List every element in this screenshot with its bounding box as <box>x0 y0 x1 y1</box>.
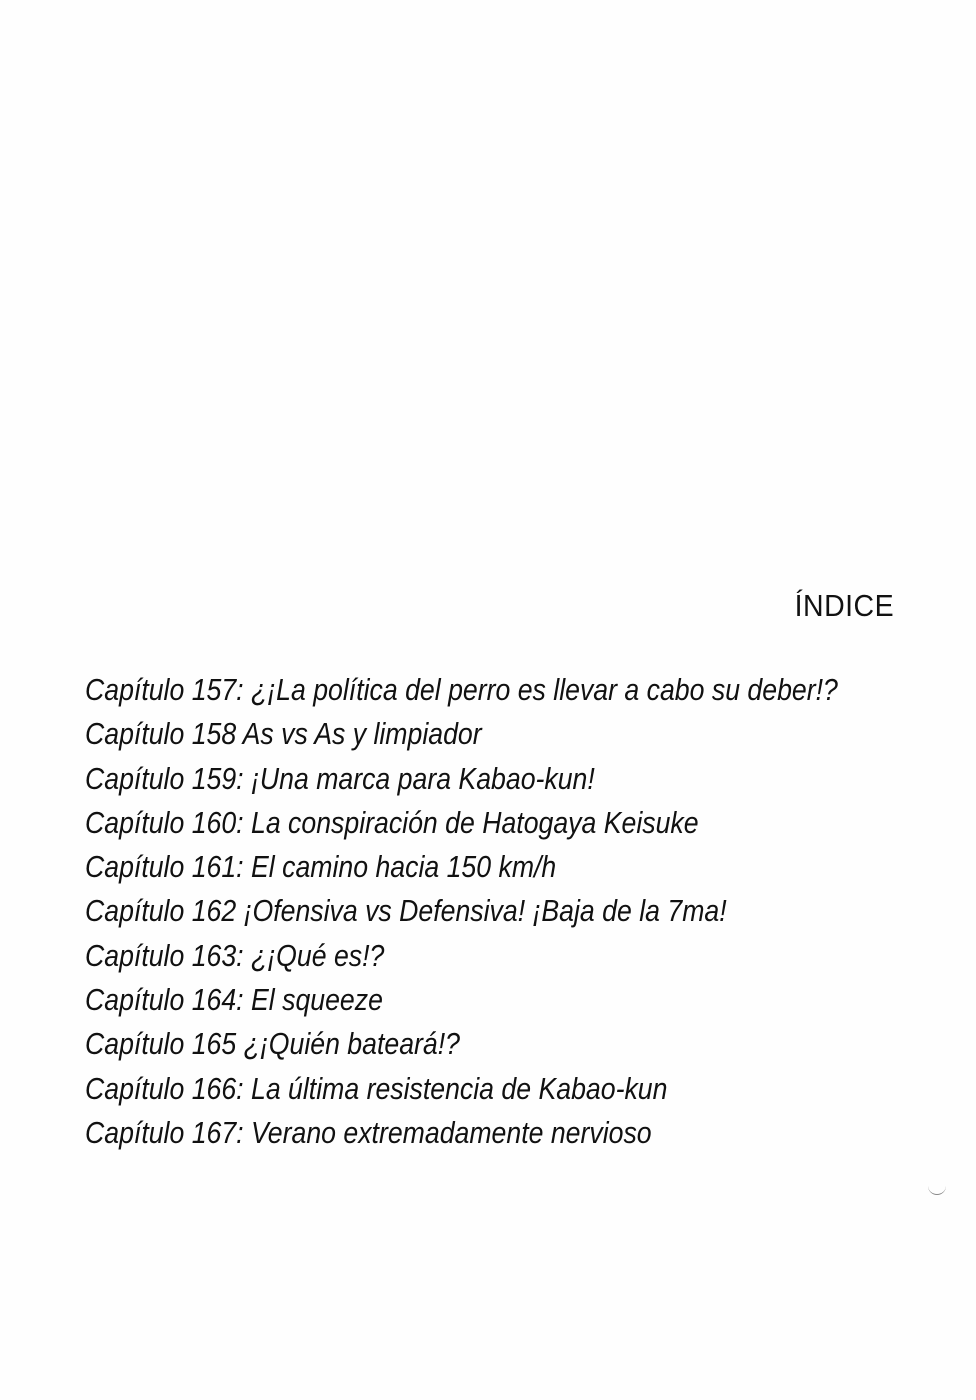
chapter-entry: Capítulo 160: La conspiración de Hatogaya Keisuke <box>85 804 699 840</box>
chapter-entry: Capítulo 165 ¿¡Quién bateará!? <box>85 1026 460 1062</box>
chapter-entry: Capítulo 157: ¿¡La política del perro es llevar a cabo su deber!? <box>85 672 838 707</box>
chapter-entry: Capítulo 159: ¡Una marca para Kabao-kun! <box>85 760 595 796</box>
table-of-contents <box>85 668 960 1155</box>
chapter-entry: Capítulo 161: El camino hacia 150 km/h <box>85 849 557 885</box>
chapter-entry: Capítulo 158 As vs As y limpiador <box>85 716 482 752</box>
chapter-entry: Capítulo 164: El squeeze <box>85 982 383 1018</box>
index-title: ÍNDICE <box>794 588 894 623</box>
chapter-entry: Capítulo 167: Verano extremadamente nervioso <box>85 1114 652 1150</box>
chapter-entry: Capítulo 162 ¡Ofensiva vs Defensiva! ¡Baja de la 7ma! <box>85 893 727 929</box>
scan-mark <box>928 1180 946 1195</box>
chapter-entry: Capítulo 163: ¿¡Qué es!? <box>85 937 385 973</box>
chapter-entry: Capítulo 166: La última resistencia de Kabao-kun <box>85 1070 668 1106</box>
